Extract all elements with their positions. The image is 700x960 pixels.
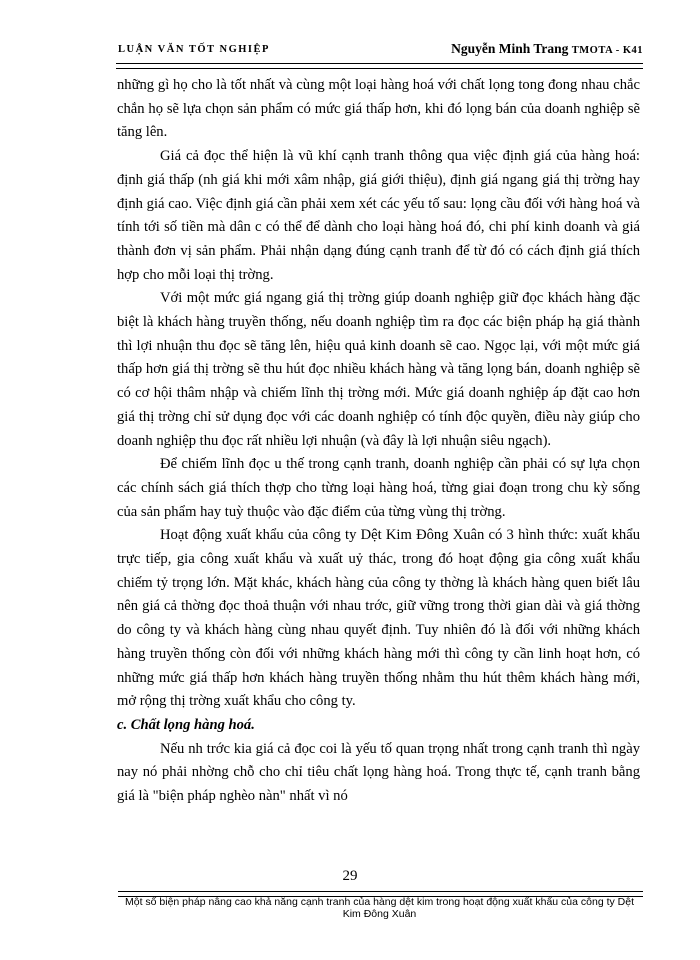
- section-heading: c. Chất lọng hàng hoá.: [117, 716, 255, 733]
- page-number: 29: [342, 868, 358, 884]
- paragraph-3: Với một mức giá ngang giá thị trờng giúp doanh nghiệp giữ đọc khách hàng đặc biệt là khách hàng truyền thống, nếu doanh nghiệp tìm ra đọc các biện pháp hạ giá thành thì lợi nhuận thu đọc sẽ tăng lên, hiệu quả kinh doanh sẽ cao. Ngọc lại, với một mức giá thấp hơn giá thị trờng sẽ thu hút đọc nhiều khách hàng và tăng lọng bán, doanh nghiệp sẽ có cơ hội thâm nhập và chiếm lĩnh thị trờng mới. Mức giá doanh nghiệp áp đặt cao hơn giá thị trờng chỉ sử dụng đọc với các doanh nghiệp có tính độc quyền, điều này giúp cho doanh nghiệp thu đọc rất nhiều lợi nhuận (và đây là lợi nhuận siêu ngạch).: [117, 290, 640, 449]
- header-divider: [116, 63, 643, 69]
- header-thesis-title: LUẬN VĂN TỐT NGHIỆP: [118, 44, 270, 55]
- page-footer: Một số biện pháp nâng cao khả năng cạnh tranh của hàng dệt kim trong hoạt động xuất khẩu của công ty Dệt Kim Đông Xuân: [124, 896, 635, 920]
- paragraph-4: Để chiếm lĩnh đọc u thế trong cạnh tranh, doanh nghiệp cần phải có sự lựa chọn các chính sách giá thích thợp cho từng loại hàng hoá, từng giai đoạn trong chu kỳ sống của sản phẩm hay tuỳ thuộc vào đặc điểm của từng vùng thị trờng.: [117, 456, 640, 520]
- paragraph-2: Giá cả đọc thể hiện là vũ khí cạnh tranh thông qua việc định giá của hàng hoá: định giá thấp (nh giá khi mới xâm nhập, giá giới thiệu), định giá ngang giá thị trờng hay định giá cao. Việc định giá cần phải xem xét các yếu tố sau: lọng cầu đối với hàng hoá và tính tới số tiền mà dân c có thể để dành cho loại hàng hoá đó, chi phí kinh doanh và giá thành đơn vị sản phẩm. Phải nhận dạng đúng cạnh tranh để từ đó có cách định giá thích hợp cho mỗi loại thị trờng.: [117, 148, 640, 283]
- paragraph-5: Hoạt động xuất khẩu của công ty Dệt Kim Đông Xuân có 3 hình thức: xuất khẩu trực tiếp, gia công xuất khẩu và xuất uỷ thác, trong đó hoạt động gia công xuất khẩu chiếm tỷ trọng lớn. Mặt khác, khách hàng của công ty thờng là khách hàng quen biết lâu nên giá cả thờng đọc thoả thuận với nhau trớc, giữ vững trong thời gian dài và giá thờng do công ty và khách hàng cùng nhau quyết định. Tuy nhiên đó là đối với những khách hàng truyền thống còn đối với những khách hàng mới thì công ty cần linh hoạt hơn, có những mức giá thấp hơn khách hàng truyền thống nhằm thu hút thêm khách hàng mới, mở rộng thị trờng xuất khẩu cho công ty.: [117, 527, 640, 710]
- header-author-info: [451, 41, 643, 57]
- page-header: [118, 41, 643, 64]
- header-class-code: TMOTA - K41: [571, 45, 643, 56]
- paragraph-6: Nếu nh trớc kia giá cả đọc coi là yếu tố quan trọng nhất trong cạnh tranh thì ngày nay nó phải nhờng chỗ cho chỉ tiêu chất lọng hàng hoá. Trong thực tế, cạnh tranh bằng giá là "biện pháp nghèo nàn" nhất vì nó: [117, 740, 640, 805]
- paragraph-1: những gì họ cho là tốt nhất và cùng một loại hàng hoá với chất lọng tong đong nhau chắc chắn họ sẽ lựa chọn sản phẩm có mức giá thấp hơn, khi đó lọng bán của doanh nghiệp sẽ tăng lên.: [117, 77, 640, 141]
- body-text: [117, 74, 640, 809]
- header-author: Nguyễn Minh Trang: [451, 41, 569, 56]
